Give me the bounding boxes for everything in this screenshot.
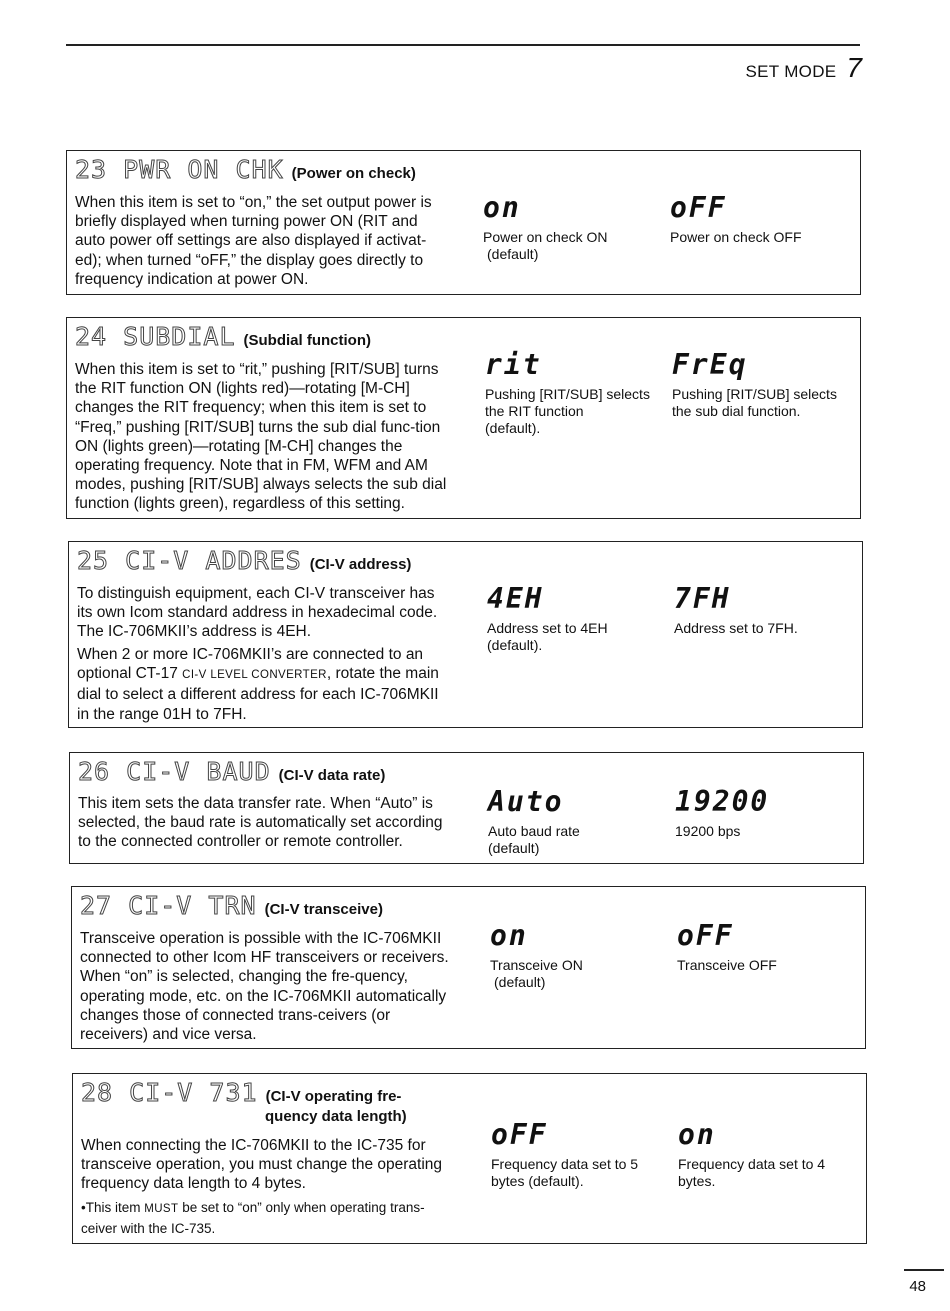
desc-text: , rotate the main dial to select a different address for each IC-706MKII in the range 01H to 7FH. xyxy=(77,665,439,723)
item-title xyxy=(75,322,371,351)
page-number-rule xyxy=(904,1269,944,1271)
option-caption: Frequency data set to 4 bytes. xyxy=(678,1156,826,1189)
option-auto xyxy=(488,785,678,857)
option-caption: Pushing [RIT/SUB] selects the RIT function xyxy=(485,386,650,419)
lcd-display: on xyxy=(490,919,528,952)
item-title xyxy=(81,1078,401,1107)
item-block-civ-baud xyxy=(69,752,864,864)
page-number: 48 xyxy=(909,1278,926,1295)
item-description: Transceive operation is possible with the IC-706MKII connected to other Icom HF transceivers or receivers. When “on” is selected, changing the fre-quency, operating mode, etc. on the IC-706MKII automatically changes those of connected trans-ceivers (or receivers) and vice versa. xyxy=(80,930,449,1044)
option-caption: Pushing [RIT/SUB] selects the sub dial function. xyxy=(672,386,837,419)
item-block-subdial xyxy=(66,317,861,519)
item-title xyxy=(75,155,416,184)
item-description-2 xyxy=(77,645,449,724)
option-on xyxy=(678,1118,868,1190)
desc-text: When 2 or more IC-706MKII’s are connected to an optional CT-17 xyxy=(77,646,424,683)
chapter-number: 7 xyxy=(846,52,862,83)
item-block-civ-transceive xyxy=(71,886,866,1049)
lcd-item-name: 23 PWR ON CHK xyxy=(75,155,284,184)
lcd-display: oFF xyxy=(670,191,727,224)
option-caption: Address set to 4EH xyxy=(487,620,608,636)
option-caption: Auto baud rate xyxy=(488,823,580,839)
item-subtitle-line2: quency data length) xyxy=(265,1108,407,1125)
lcd-item-name: 25 CI-V ADDRES xyxy=(77,546,302,575)
lcd-display: 4EH xyxy=(487,582,544,615)
option-default: (default) xyxy=(488,840,540,856)
lcd-display: on xyxy=(483,191,521,224)
option-default: (default) xyxy=(494,974,546,990)
option-19200 xyxy=(675,785,865,840)
item-block-power-on-check xyxy=(66,150,861,295)
option-caption: Transceive OFF xyxy=(677,957,777,973)
item-subtitle: (CI-V data rate) xyxy=(278,767,386,784)
option-on xyxy=(490,919,680,991)
lcd-display: oFF xyxy=(491,1118,548,1151)
lcd-display: rit xyxy=(485,348,542,381)
option-on xyxy=(483,191,673,263)
option-caption: Power on check ON xyxy=(483,229,608,245)
lcd-display: oFF xyxy=(677,919,734,952)
option-off xyxy=(670,191,860,246)
lcd-item-name: 24 SUBDIAL xyxy=(75,322,236,351)
lcd-display: 7FH xyxy=(674,582,731,615)
item-description: When this item is set to “rit,” pushing [RIT/SUB] turns the RIT function ON (lights red)—rotating [M-CH] changes the RIT frequency; when this item is set to “Freq,” pushing [RIT/SUB] turns the sub dial func-tion ON (lights green)—rotating [M-CH] changes the operating frequency. Note that in FM, WFM and AM modes, pushing [RIT/SUB] always selects the sub dial function (lights green), regardless of this setting. xyxy=(75,361,447,513)
item-note xyxy=(81,1198,453,1238)
small-caps-text: CI-V LEVEL CONVERTER xyxy=(182,669,327,682)
option-caption: Frequency data set to 5 bytes (default). xyxy=(491,1156,639,1189)
option-rit xyxy=(485,348,675,437)
item-subtitle: (CI-V address) xyxy=(309,556,412,573)
item-description: To distinguish equipment, each CI-V transceiver has its own Icom standard address in hexadecimal code. The IC-706MKII’s address is 4EH. xyxy=(77,585,438,641)
item-subtitle: (CI-V operating fre- xyxy=(265,1088,402,1105)
item-description: When this item is set to “on,” the set output power is briefly displayed when turning power ON (RIT and auto power off settings are also displayed if activat-ed); when turned “oFF,” the display goes directly to frequency indication at power ON. xyxy=(75,194,432,288)
lcd-item-name: 28 CI-V 731 xyxy=(81,1078,258,1107)
top-rule xyxy=(66,44,860,46)
option-freq xyxy=(672,348,862,420)
page-header xyxy=(746,52,862,84)
option-default: (default) xyxy=(487,246,539,262)
item-subtitle: (Power on check) xyxy=(291,165,416,182)
lcd-display: 19200 xyxy=(675,785,770,818)
small-caps-text: MUST xyxy=(144,1203,179,1215)
item-title xyxy=(80,891,383,920)
option-caption: Power on check OFF xyxy=(670,229,802,245)
option-caption: Address set to 7FH. xyxy=(674,620,798,636)
section-label: SET MODE xyxy=(745,62,837,81)
item-title xyxy=(77,546,411,575)
item-block-civ-address xyxy=(68,541,863,728)
option-caption: Transceive ON xyxy=(490,957,583,973)
lcd-display: Auto xyxy=(488,785,564,818)
option-off xyxy=(491,1118,681,1190)
option-4eh xyxy=(487,582,677,654)
lcd-item-name: 27 CI-V TRN xyxy=(80,891,257,920)
item-block-civ-731 xyxy=(72,1073,867,1244)
note-text: be set to “on” only when operating trans-ceiver with the IC-735. xyxy=(81,1200,425,1236)
lcd-display: on xyxy=(678,1118,716,1151)
item-subtitle: (Subdial function) xyxy=(243,332,371,349)
lcd-display: FrEq xyxy=(672,348,748,381)
lcd-item-name: 26 CI-V BAUD xyxy=(78,757,271,786)
option-7fh xyxy=(674,582,864,637)
option-default: (default). xyxy=(485,420,541,436)
item-subtitle: (CI-V transceive) xyxy=(264,901,383,918)
item-description: This item sets the data transfer rate. When “Auto” is selected, the baud rate is automatically set according to the connected controller or remote controller. xyxy=(78,795,443,851)
option-off xyxy=(677,919,867,974)
note-text: •This item xyxy=(81,1200,145,1215)
option-default: (default). xyxy=(487,637,543,653)
item-description: When connecting the IC-706MKII to the IC-735 for transceive operation, you must change the operating frequency data length to 4 bytes. xyxy=(81,1137,443,1193)
option-caption: 19200 bps xyxy=(675,823,741,839)
item-title xyxy=(78,757,385,786)
